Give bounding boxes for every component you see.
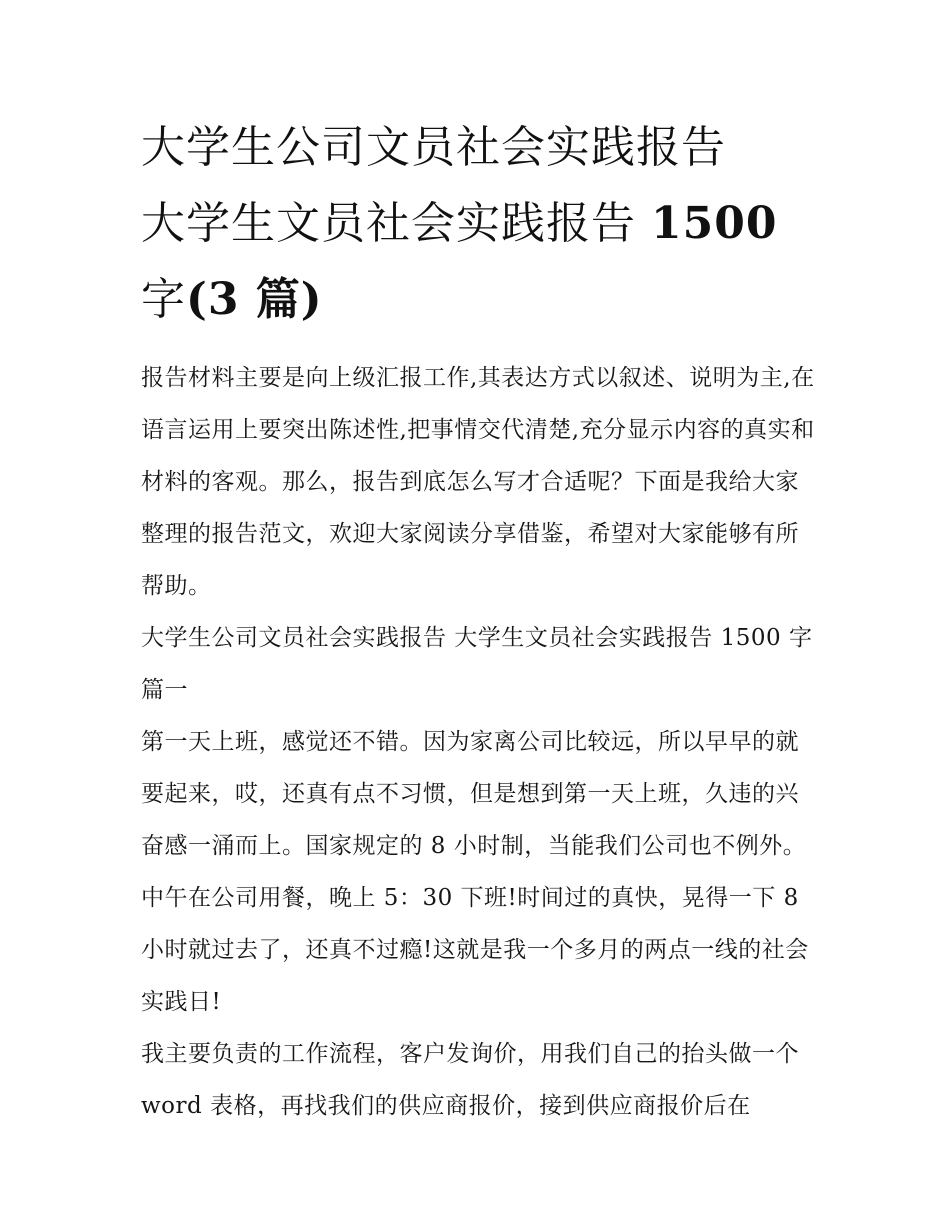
document-body xyxy=(141,110,821,1132)
title-line-2-text: 大学生文员社会实践报告 xyxy=(141,198,651,249)
title-line-3-number: (3 xyxy=(186,274,240,325)
title-line-2-number: 1500 xyxy=(651,198,778,249)
body-paragraph: 我主要负责的工作流程，客户发询价，用我们自己的抬头做一个 word 表格，再找我们的供应商报价，接到供应商报价后在 xyxy=(141,1041,799,1119)
document-title xyxy=(141,110,821,338)
intro-paragraph: 报告材料主要是向上级汇报工作,其表达方式以叙述、说明为主,在语言运用上要突出陈述性,把事情交代清楚,充分显示内容的真实和材料的客观。那么，报告到底怎么写才合适呢？下面是我给大家整理的报告范文，欢迎大家阅读分享借鉴，希望对大家能够有所帮助。 xyxy=(141,365,815,599)
title-line-1: 大学生公司文员社会实践报告 xyxy=(141,122,726,173)
title-line-3-text: 字 xyxy=(141,274,186,325)
section-heading: 大学生公司文员社会实践报告 大学生文员社会实践报告 1500 字篇一 xyxy=(141,625,813,703)
title-line-3-suffix: 篇) xyxy=(239,274,323,325)
body-paragraph: 第一天上班，感觉还不错。因为家离公司比较远，所以早早的就要起来，哎，还真有点不习惯，但是想到第一天上班，久违的兴奋感一涌而上。国家规定的 8 小时制，当能我们公司也不例外。中午在公司用餐，晚上 5：30 下班!时间过的真快，晃得一下 8 小时就过去了，还真不过瘾!这就是我一个多月的两点一线的社会实践日! xyxy=(141,729,809,1015)
